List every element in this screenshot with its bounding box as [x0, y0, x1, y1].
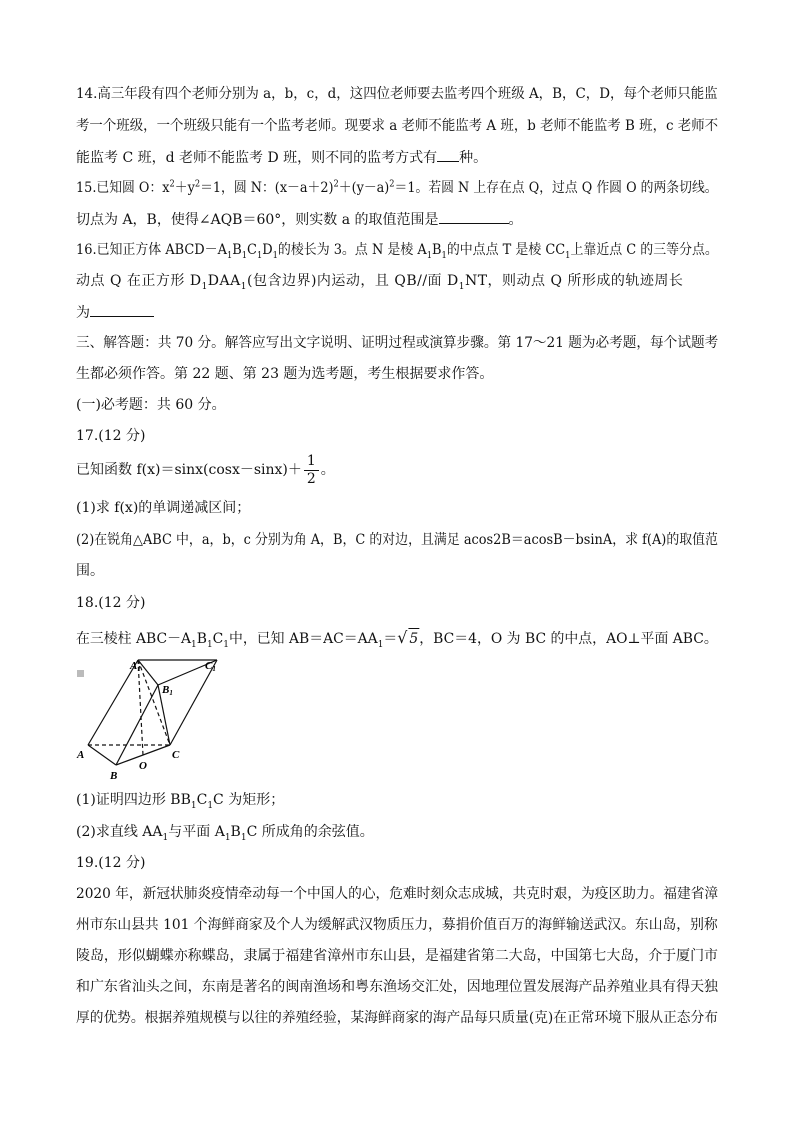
label-C1: C1 — [205, 660, 216, 673]
label-C: C — [172, 749, 180, 761]
q19-line-1: 2020 年，新冠状肺炎疫情牵动每一个中国人的心，危难时刻众志成城，共克时艰，为疫区助力。福建省漳 — [76, 886, 719, 902]
label-A1: A1 — [130, 660, 141, 673]
q15-line-1: 15.已知圆 O：$x^2+y^2=1$，圆 N：$(x-a+2)^2+(y-a)^2=1$。若圆 N 上存在点 Q，过点 Q 作圆 O 的两条切线。 — [76, 179, 718, 196]
label-B: B — [110, 770, 118, 782]
q15-line-2: 切点为 A，B，使得∠AQB＝60°，则实数 a 的取值范围是 。 — [76, 209, 523, 230]
sqrt-five: 5 — [408, 628, 419, 649]
q18-header: 18.(12 分) — [76, 595, 146, 611]
section3-line-2: 生都必须作答。第 22 题、第 23 题为选考题，考生根据要求作答。 — [76, 366, 494, 382]
label-O: O — [139, 760, 147, 772]
section3-line-1: 三、解答题：共 70 分。解答应写出文字说明、证明过程或演算步骤。第 17～21 题为必考题，每个试题考 — [76, 335, 719, 351]
q16-line-1: 16.已知正方体 $ABCD-A_1B_1C_1D_1$的棱长为 3。点 N 是棱 $A_1B_1$的中点点 T 是棱 $CC_1$上靠近点 C 的三等分点。 — [76, 242, 718, 261]
q17-header: 17.(12 分) — [76, 428, 146, 444]
answer-blank-14 — [437, 147, 459, 162]
section3-line-3: (一)必考题：共 60 分。 — [76, 397, 226, 413]
q19-line-2: 州市东山县共 101 个海鲜商家及个人为缓解武汉物质压力，募捐价值百万的海鲜输送武汉。东山岛，别称 — [76, 917, 718, 933]
q19-line-4: 和广东省汕头之间，东南是著名的闽南渔场和粤东渔场交汇处，因地理位置发展海产品养殖业具有得天独 — [76, 979, 719, 995]
q19-line-3: 陵岛，形似蝴蝶亦称蝶岛，隶属于福建省漳州市东山县，是福建省第二大岛，中国第七大岛，介于厦门市 — [76, 948, 719, 964]
q18-stem: 在三棱柱 $ABC-A_1B_1C_1$中，已知 $AB=AC=AA_1=√$ 5，BC＝4，O 为 BC 的中点，AO⊥平面 ABC。 — [76, 628, 718, 650]
q16-line-3: 为 — [76, 302, 154, 323]
label-A: A — [77, 749, 85, 761]
image-placeholder-icon — [77, 670, 84, 677]
q17-part-2-line-2: 围。 — [76, 563, 104, 579]
q14-line-2: 考一个班级，一个班级只能有一个监考老师。现要求 a 老师不能监考 A 班，b 老师不能监考 B 班，c 老师不 — [76, 118, 719, 134]
answer-blank-15 — [439, 209, 509, 224]
q14-line-3: 能监考 C 班，d 老师不能监考 D 班，则不同的监考方式有 种。 — [76, 147, 487, 168]
q14-line-1: 14.高三年段有四个老师分别为 a，b，c，d，这四位老师要去监考四个班级 A，B，C，D，每个老师只能监 — [76, 86, 718, 102]
q16-line-2: 动点 Q 在正方形 $D_1DAA_1$(包含边界)内运动，且 QB//面 $D_1NT$，则动点 Q 所形成的轨迹周长 — [76, 273, 684, 292]
fraction-one-half: $\frac{1}{2}$ — [304, 453, 319, 488]
q19-line-5: 厚的优势。根据养殖规模与以往的养殖经验，某海鲜商家的海产品每只质量(克)在正常环境下服从正态分布 — [76, 1010, 718, 1026]
q18-part-2: (2)求直线 $AA_1$与平面 $A_1B_1C$ 所成角的余弦值。 — [76, 824, 374, 843]
q17-stem: 已知函数 f(x)＝sinx(cosx－sinx)＋ $\frac{1}{2}$ 。 — [76, 452, 335, 487]
answer-blank-16 — [90, 302, 154, 317]
label-B1: B1 — [162, 684, 173, 697]
q17-part-2-line-1: (2)在锐角△ABC 中，a，b，c 分别为角 A，B，C 的对边，且满足 acos2B＝acosB－bsinA，求 f(A)的取值范 — [76, 532, 718, 548]
q18-part-1: (1)证明四边形 $BB_1C_1C$ 为矩形； — [76, 792, 285, 811]
q19-header: 19.(12 分) — [76, 855, 146, 871]
triangular-prism-figure — [76, 655, 226, 785]
q17-part-1: (1)求 f(x)的单调递减区间； — [76, 500, 251, 516]
